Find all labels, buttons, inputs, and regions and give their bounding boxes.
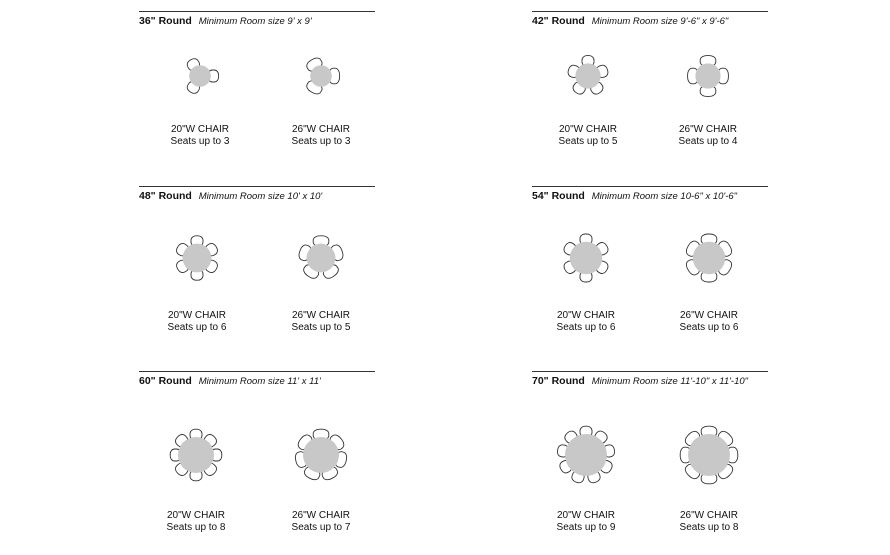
- section-title: [532, 375, 748, 387]
- layout-caption: [266, 510, 376, 534]
- layout-caption: [531, 510, 641, 534]
- chair-width-label: 26"W CHAIR: [678, 124, 737, 135]
- section-rule: [139, 186, 375, 187]
- seat-count-label: Seats up to 6: [679, 322, 739, 333]
- round-table-shape: [178, 437, 214, 473]
- layout-caption: [654, 510, 764, 534]
- section-title: [532, 15, 728, 27]
- layout-caption: [141, 510, 251, 534]
- layout-48-26w: [266, 218, 376, 368]
- chair-width-label: 26"W CHAIR: [679, 310, 738, 321]
- seating-diagram: [266, 218, 376, 298]
- layout-60-26w: [266, 405, 376, 555]
- layout-48-20w: [142, 218, 252, 368]
- layout-caption: [533, 124, 643, 148]
- table-size-label: 48" Round: [139, 190, 192, 202]
- section-title: [532, 190, 737, 202]
- round-table-shape: [303, 437, 339, 473]
- layout-caption: [266, 310, 376, 334]
- section-title: [139, 375, 321, 387]
- seat-count-label: Seats up to 8: [679, 522, 739, 533]
- table-size-label: 42" Round: [532, 15, 585, 27]
- seating-diagram: [266, 405, 376, 505]
- seat-count-label: Seats up to 6: [167, 322, 227, 333]
- room-size-label: Minimum Room size 9'-6" x 9'-6": [591, 16, 729, 27]
- layout-60-20w: [141, 405, 251, 555]
- chair-width-label: 20"W CHAIR: [166, 510, 225, 521]
- layout-70-20w: [531, 405, 641, 555]
- layout-caption: [145, 124, 255, 148]
- seat-count-label: Seats up to 3: [291, 136, 351, 147]
- seat-count-label: Seats up to 3: [170, 136, 230, 147]
- layout-caption: [531, 310, 641, 334]
- round-table-shape: [310, 65, 332, 87]
- layout-42-20w: [533, 36, 643, 186]
- room-size-label: Minimum Room size 11' x 11': [198, 376, 321, 387]
- chair-width-label: 26"W CHAIR: [291, 510, 350, 521]
- seating-diagram: [145, 36, 255, 116]
- table-size-label: 36" Round: [139, 15, 192, 27]
- round-table-shape: [307, 244, 336, 273]
- seating-diagram: [654, 218, 764, 298]
- layout-caption: [266, 124, 376, 148]
- layout-42-26w: [653, 36, 763, 186]
- layout-caption: [654, 310, 764, 334]
- seating-diagram: [266, 36, 376, 116]
- seating-diagram: [533, 36, 643, 116]
- layout-70-26w: [654, 405, 764, 555]
- section-title: [139, 190, 322, 202]
- round-table-shape: [575, 63, 600, 88]
- layout-36-26w: [266, 36, 376, 186]
- room-size-label: Minimum Room size 10' x 10': [198, 191, 323, 202]
- seat-count-label: Seats up to 8: [166, 522, 226, 533]
- layout-36-20w: [145, 36, 255, 186]
- seating-diagram: [142, 218, 252, 298]
- seat-count-label: Seats up to 9: [556, 522, 616, 533]
- round-table-shape: [693, 242, 725, 274]
- chair-width-label: 26"W CHAIR: [679, 510, 738, 521]
- round-table-shape: [189, 65, 211, 87]
- round-table-shape: [183, 244, 212, 273]
- section-rule: [532, 11, 768, 12]
- seat-count-label: Seats up to 6: [556, 322, 616, 333]
- seat-count-label: Seats up to 7: [291, 522, 351, 533]
- chair-width-label: 20"W CHAIR: [167, 310, 226, 321]
- seat-count-label: Seats up to 4: [678, 136, 738, 147]
- layout-caption: [142, 310, 252, 334]
- room-size-label: Minimum Room size 9' x 9': [198, 16, 312, 27]
- round-table-shape: [570, 242, 602, 274]
- room-size-label: Minimum Room size 11'-10" x 11'-10": [591, 376, 749, 387]
- layout-54-26w: [654, 218, 764, 368]
- round-table-shape: [695, 63, 720, 88]
- seating-diagram: [653, 36, 763, 116]
- layout-54-20w: [531, 218, 641, 368]
- section-rule: [139, 11, 375, 12]
- section-rule: [532, 186, 768, 187]
- table-size-label: 54" Round: [532, 190, 585, 202]
- round-table-shape: [688, 434, 730, 476]
- layout-caption: [653, 124, 763, 148]
- chair-width-label: 20"W CHAIR: [170, 124, 229, 135]
- seat-count-label: Seats up to 5: [291, 322, 351, 333]
- chair-width-label: 26"W CHAIR: [291, 310, 350, 321]
- table-size-label: 60" Round: [139, 375, 192, 387]
- seating-diagram: [141, 405, 251, 505]
- seating-diagram: [654, 405, 764, 505]
- section-rule: [532, 371, 768, 372]
- chair-width-label: 20"W CHAIR: [556, 510, 615, 521]
- chair-width-label: 20"W CHAIR: [558, 124, 617, 135]
- section-rule: [139, 371, 375, 372]
- section-title: [139, 15, 312, 27]
- round-table-shape: [565, 434, 607, 476]
- table-size-label: 70" Round: [532, 375, 585, 387]
- seating-diagram: [531, 405, 641, 505]
- room-size-label: Minimum Room size 10-6" x 10'-6": [591, 191, 738, 202]
- chair-width-label: 20"W CHAIR: [556, 310, 615, 321]
- seat-count-label: Seats up to 5: [558, 136, 618, 147]
- seating-diagram: [531, 218, 641, 298]
- chair-width-label: 26"W CHAIR: [291, 124, 350, 135]
